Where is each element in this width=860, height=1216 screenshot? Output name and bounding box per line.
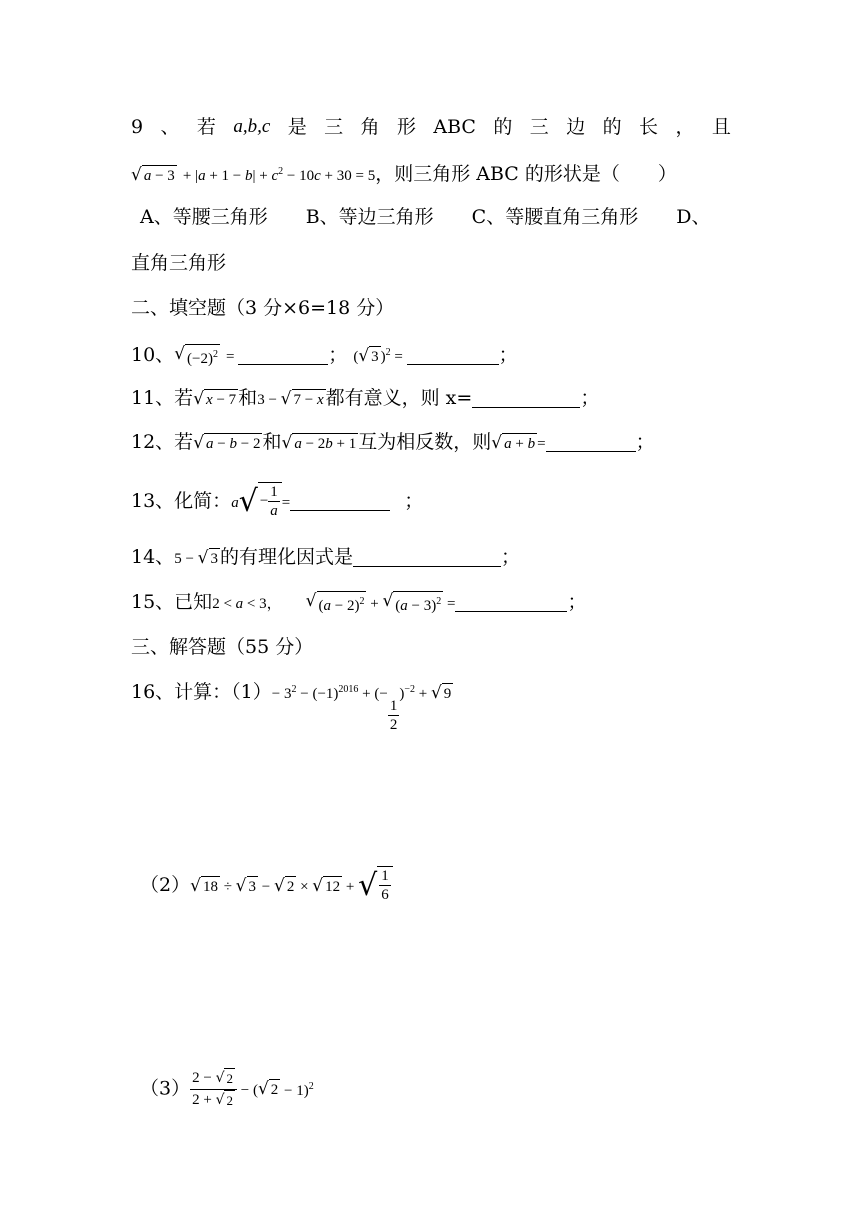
q9-token: 角 [360,116,380,138]
q16-part3: （3） 2 − √ 2 2 + √ 2 − ( √ 2 − 1)$^2$ [140,1068,314,1111]
sqrt-neg2-squared: √ $(-2)^2$ [174,343,218,367]
q9-token: 、 [160,116,180,138]
q9-token: 边 [566,116,586,138]
q9-token: 三 [324,116,344,138]
q9-options: A、等腰三角形 B、等边三角形 C、等腰直角三角形 D、 [140,206,711,228]
sqrt-a-3: √ a − 3 [131,164,175,185]
q9-line2 [131,158,677,190]
q10: 10、 √ $(-2)^2$ = ； ( √ 3 )$^2$ = ； [131,343,518,367]
section-2-title: 二、填空题（3 分×6=18 分） [131,297,395,319]
q15-blank[interactable] [455,591,567,612]
q9-token: 形 [396,116,416,138]
q9-token: 长 [639,116,659,138]
q9-token: 三 [529,116,549,138]
q16-part2: （2） √ 18 ÷ √ 3 − √ 2 × √ 12 + √ $\frac{1}{6}$ [140,866,393,906]
q12: 12、若 √ a − b − 2 和 √ a − 2b + 1 互为相反数，则 √ a + b = ； [131,431,655,453]
q9-token: 的 [493,116,513,138]
q15: 15、已知2 < a < 3， √ $(a - 2)^2$ + √ $(a - 3)^2$ = ； [131,590,587,614]
q9-option-d: 直角三角形 [131,252,227,274]
q10-blank-2[interactable] [407,344,499,365]
q9-question-text: ，则三角形 ABC 的形状是（ ） [375,163,677,185]
q12-blank[interactable] [546,431,636,452]
q9-token: 若 [196,116,216,138]
q9-line1 [131,113,731,141]
q9-token: 的 [602,116,622,138]
q14-blank[interactable] [353,546,501,567]
q11: 11、若 √ x − 7 和3 − √ 7 − x 都有意义，则 x= ； [131,387,600,409]
q16-part1: 16、计算：$(1)- 3^2 - (-1)^{2016}$ + (− $\frac{1}{2}$ )$^{-2}$ + √ 9 [131,681,452,733]
q9-token: ABC [433,116,476,138]
section-3-title: 三、解答题（55 分） [131,636,314,658]
q9-token: 且 [711,116,731,138]
q13-blank[interactable] [290,490,390,511]
q10-blank-1[interactable] [238,344,328,365]
q9-token: 是 [287,116,307,138]
q9-token: ， [675,116,695,138]
q11-blank[interactable] [472,387,580,408]
q9-token: 9 [131,116,144,138]
q14: 14、5 − √ 3 的有理化因式是 ； [131,546,521,568]
q9-expression: + $|a + 1 - b| + c^2 - 10c + 30 = 5$ [182,166,376,184]
q13: 13、化简：a √ − $\frac{1}{a}$ = ； [131,482,423,522]
q9-token: a,b,c [233,116,271,137]
